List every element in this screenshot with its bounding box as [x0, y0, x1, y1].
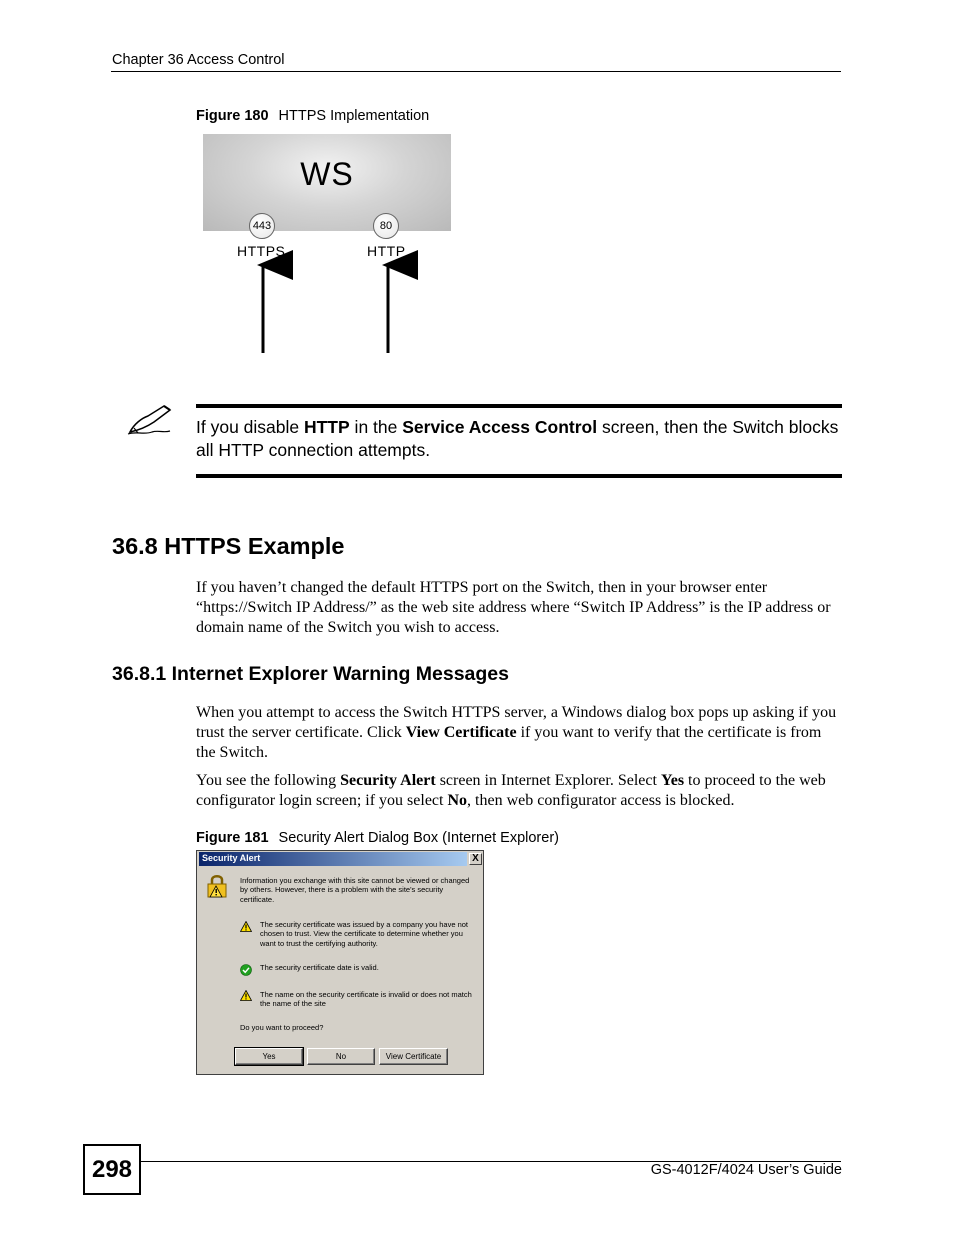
figure-181-title: Security Alert Dialog Box (Internet Explorer) — [278, 830, 559, 846]
dialog-item-date-valid: The security certificate date is valid. — [260, 963, 379, 972]
https-implementation-diagram — [199, 131, 455, 371]
note-text: If you disable HTTP in the Service Access Control screen, then the Switch blocks all HTTP connection attempts. — [196, 417, 839, 460]
guide-title: GS-4012F/4024 User’s Guide — [650, 1162, 842, 1178]
check-icon — [240, 964, 252, 976]
port-443-circle: 443 — [249, 213, 275, 239]
https-label: HTTPS — [237, 243, 286, 259]
note-bold-sac: Service Access Control — [402, 417, 598, 437]
dialog-intro: Information you exchange with this site cannot be viewed or changed by others. However, there is a problem with the site's security certificate. — [240, 876, 470, 904]
figure-181-caption — [196, 830, 559, 846]
page-number: 298 — [83, 1144, 141, 1195]
section-heading: 36.8 HTTPS Example — [112, 533, 345, 559]
web-server-label: WS — [300, 156, 354, 192]
http-label: HTTP — [367, 243, 406, 259]
port-80-circle: 80 — [373, 213, 399, 239]
warning-icon — [240, 990, 252, 1001]
subsection-paragraph-2: You see the following Security Alert screen in Internet Explorer. Select Yes to proceed to the web configurator login screen; if you select No, then web configurator access is blocked. — [196, 772, 826, 809]
dialog-title-bar — [199, 852, 467, 866]
warning-icon — [240, 921, 252, 932]
note-bold-http: HTTP — [303, 417, 350, 437]
view-certificate-button[interactable]: View Certificate — [379, 1048, 448, 1065]
no-button[interactable]: No — [307, 1048, 375, 1065]
chapter-header: Chapter 36 Access Control — [112, 52, 285, 68]
dialog-question: Do you want to proceed? — [240, 1023, 324, 1032]
figure-180-number: Figure 180 — [196, 108, 269, 124]
pencil-note-icon — [124, 402, 174, 438]
note-rule-bottom — [196, 474, 842, 478]
security-alert-dialog — [196, 850, 484, 1075]
subsection-heading: 36.8.1 Internet Explorer Warning Messages — [112, 663, 509, 685]
yes-button[interactable]: Yes — [235, 1048, 303, 1065]
dialog-close-button[interactable]: X — [469, 853, 482, 865]
figure-180-title: HTTPS Implementation — [278, 108, 430, 124]
figure-181-number: Figure 181 — [196, 830, 269, 846]
dialog-item-name-mismatch: The name on the security certificate is invalid or does not match the name of the site — [260, 990, 472, 1009]
figure-180-caption — [196, 108, 429, 124]
dialog-title: Security Alert — [202, 853, 261, 863]
note-rule-top — [196, 404, 842, 408]
subsection-paragraph-1: When you attempt to access the Switch HTTPS server, a Windows dialog box pops up asking if you trust the server certificate. Click View Certificate if you want to verify that the certificate is from the Switch. — [196, 704, 837, 761]
dialog-item-untrusted: The security certificate was issued by a company you have not chosen to trust. View the certificate to determine whether you want to trust the certifying authority. — [260, 920, 469, 948]
padlock-icon — [206, 873, 230, 899]
header-rule — [111, 71, 841, 72]
section-paragraph: If you haven’t changed the default HTTPS port on the Switch, then in your browser enter “https://Switch IP Address/” as the web site address where “Switch IP Address” is the IP address or domain name of the Switch you wish to access. — [196, 579, 831, 636]
